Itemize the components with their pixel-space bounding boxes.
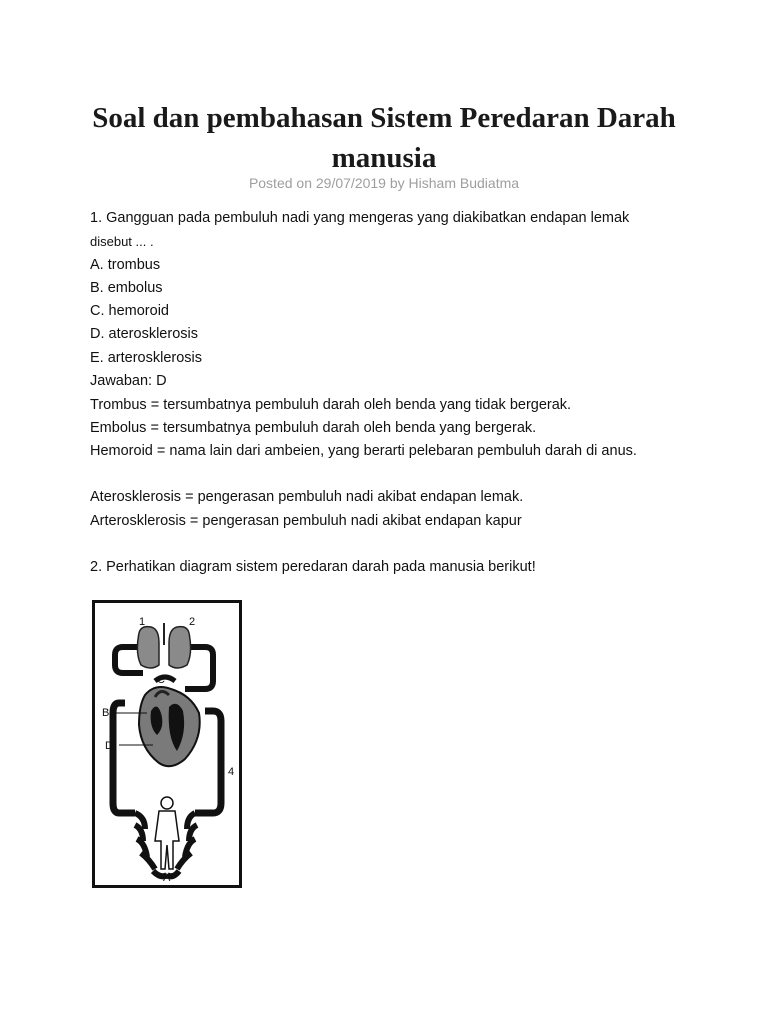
label-c: C (157, 674, 165, 686)
vessel-left-body (113, 703, 135, 813)
circulatory-diagram-svg (95, 603, 239, 885)
explanation-hemoroid: Hemoroid = nama lain dari ambeien, yang berarti pelebaran pembuluh darah di anus. (90, 443, 637, 459)
body-head (161, 797, 173, 809)
option-e: E. arterosklerosis (90, 350, 203, 366)
label-d: D (105, 740, 113, 752)
author-link[interactable]: Hisham Budiatma (408, 175, 520, 191)
answer-text: Jawaban: D (90, 373, 167, 389)
explanation-arterosklerosis: Arterosklerosis = pengerasan pembuluh nadi akibat endapan kapur (90, 513, 522, 529)
question-1-text-cont: disebut ... . (90, 234, 154, 249)
posted-label: Posted on (248, 175, 312, 191)
option-b: B. embolus (90, 280, 163, 296)
explanation-aterosklerosis: Aterosklerosis = pengerasan pembuluh nadi akibat endapan lemak. (90, 489, 524, 505)
option-c: C. hemoroid (90, 303, 169, 319)
label-a: A (163, 872, 171, 884)
explanation-embolus: Embolus = tersumbatnya pembuluh darah oleh benda yang bergerak. (90, 420, 537, 436)
circulatory-diagram (92, 600, 242, 888)
label-1: 1 (139, 616, 146, 628)
explanation-trombus: Trombus = tersumbatnya pembuluh darah oleh benda yang tidak bergerak. (90, 397, 572, 413)
option-d: D. aterosklerosis (90, 326, 198, 342)
option-a: A. trombus (90, 257, 161, 273)
label-4: 4 (228, 766, 235, 778)
label-3: 3 (109, 786, 116, 798)
by-label: by (389, 175, 405, 191)
label-b: B (102, 707, 110, 719)
page-title: Soal dan pembahasan Sistem Peredaran Darah manusia (92, 102, 676, 174)
label-2: 2 (189, 616, 196, 628)
question-1-text: 1. Gangguan pada pembuluh nadi yang mengeras yang diakibatkan endapan lemak (90, 210, 630, 226)
right-lung (169, 627, 191, 668)
body-torso (155, 811, 179, 869)
question-2-text: 2. Perhatikan diagram sistem peredaran darah pada manusia berikut! (90, 559, 536, 575)
post-date[interactable]: 29/07/2019 (315, 175, 386, 191)
post-meta (0, 175, 768, 191)
left-lung (137, 627, 159, 668)
